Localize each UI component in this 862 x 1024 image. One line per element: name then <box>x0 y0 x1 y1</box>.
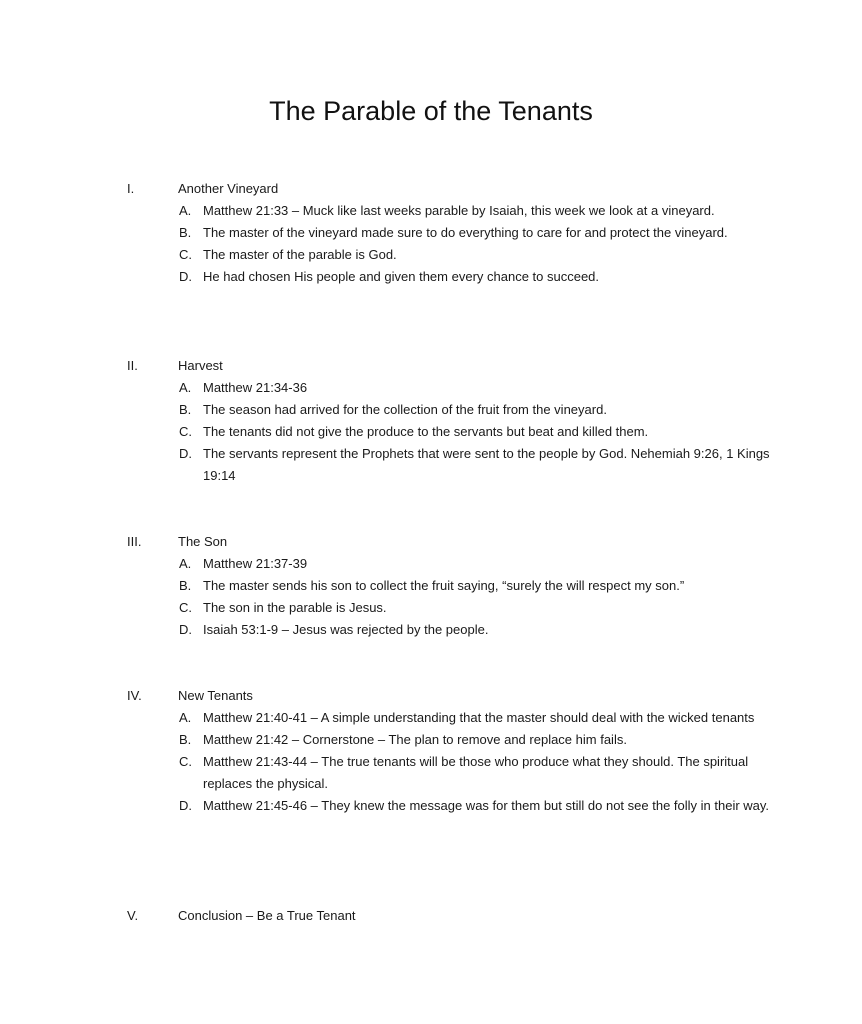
item-letter: B. <box>179 578 192 593</box>
item-text: The tenants did not give the produce to the servants but beat and killed them. <box>203 424 649 439</box>
list-item <box>0 421 773 443</box>
list-item <box>0 399 773 421</box>
item-text: The master sends his son to collect the fruit saying, “surely the will respect my son.” <box>203 578 685 593</box>
item-text: The season had arrived for the collection of the fruit from the vineyard. <box>203 402 607 417</box>
list-item <box>0 597 773 619</box>
item-list <box>0 377 862 487</box>
item-text: Matthew 21:33 – Muck like last weeks parable by Isaiah, this week we look at a vineyard. <box>203 203 715 218</box>
list-item <box>0 707 773 729</box>
item-text: Matthew 21:40-41 – A simple understanding that the master should deal with the wicked tenants <box>203 710 755 725</box>
item-letter: D. <box>179 798 192 813</box>
item-text: The son in the parable is Jesus. <box>203 600 387 615</box>
item-text: The master of the parable is God. <box>203 247 397 262</box>
item-letter: B. <box>179 402 192 417</box>
section-header <box>0 355 862 377</box>
list-item <box>0 266 773 288</box>
section-header <box>0 178 862 200</box>
item-letter: C. <box>179 424 192 439</box>
outline-section-3 <box>0 531 862 641</box>
list-item <box>0 377 773 399</box>
item-list <box>0 707 862 817</box>
list-item <box>0 795 773 817</box>
item-letter: A. <box>179 203 192 218</box>
item-text: Matthew 21:34-36 <box>203 380 308 395</box>
list-item <box>0 575 773 597</box>
item-list <box>0 200 862 288</box>
item-letter: A. <box>179 710 192 725</box>
list-item <box>0 244 773 266</box>
item-letter: A. <box>179 380 192 395</box>
item-text: He had chosen His people and given them every chance to succeed. <box>203 269 600 284</box>
outline-section-1 <box>0 178 862 288</box>
section-heading: New Tenants <box>178 688 253 703</box>
section-header <box>0 685 862 707</box>
section-numeral: V. <box>127 908 139 923</box>
section-numeral: III. <box>127 534 142 549</box>
section-numeral: IV. <box>127 688 142 703</box>
list-item <box>0 553 773 575</box>
item-letter: C. <box>179 247 192 262</box>
outline-section-4 <box>0 685 862 817</box>
document-title: The Parable of the Tenants <box>269 96 593 126</box>
list-item <box>0 619 773 641</box>
item-list <box>0 553 862 641</box>
list-item <box>0 200 773 222</box>
item-text: Matthew 21:43-44 – The true tenants will be those who produce what they should. The spiritual replaces the physical. <box>203 754 749 791</box>
item-letter: D. <box>179 269 192 284</box>
item-letter: C. <box>179 600 192 615</box>
item-letter: D. <box>179 622 192 637</box>
outline-section-2 <box>0 355 862 487</box>
item-text: Matthew 21:42 – Cornerstone – The plan to remove and replace him fails. <box>203 732 627 747</box>
section-heading: Another Vineyard <box>178 181 279 196</box>
item-text: The servants represent the Prophets that were sent to the people by God. Nehemiah 9:26, 1 Kings 19:14 <box>203 446 770 483</box>
section-heading: The Son <box>178 534 228 549</box>
section-heading: Conclusion – Be a True Tenant <box>178 908 356 923</box>
item-letter: B. <box>179 225 192 240</box>
item-text: The master of the vineyard made sure to do everything to care for and protect the vineyard. <box>203 225 728 240</box>
item-letter: B. <box>179 732 192 747</box>
section-header <box>0 905 862 927</box>
item-text: Matthew 21:45-46 – They knew the message was for them but still do not see the folly in their way. <box>203 798 770 813</box>
item-text: Matthew 21:37-39 <box>203 556 308 571</box>
section-numeral: II. <box>127 358 138 373</box>
list-item <box>0 751 773 795</box>
list-item <box>0 443 773 487</box>
outline-section-5 <box>0 905 862 927</box>
section-header <box>0 531 862 553</box>
item-letter: A. <box>179 556 192 571</box>
item-letter: C. <box>179 754 192 769</box>
section-heading: Harvest <box>178 358 223 373</box>
list-item <box>0 222 773 244</box>
item-text: Isaiah 53:1-9 – Jesus was rejected by the people. <box>203 622 489 637</box>
section-numeral: I. <box>127 181 135 196</box>
item-letter: D. <box>179 446 192 461</box>
list-item <box>0 729 773 751</box>
